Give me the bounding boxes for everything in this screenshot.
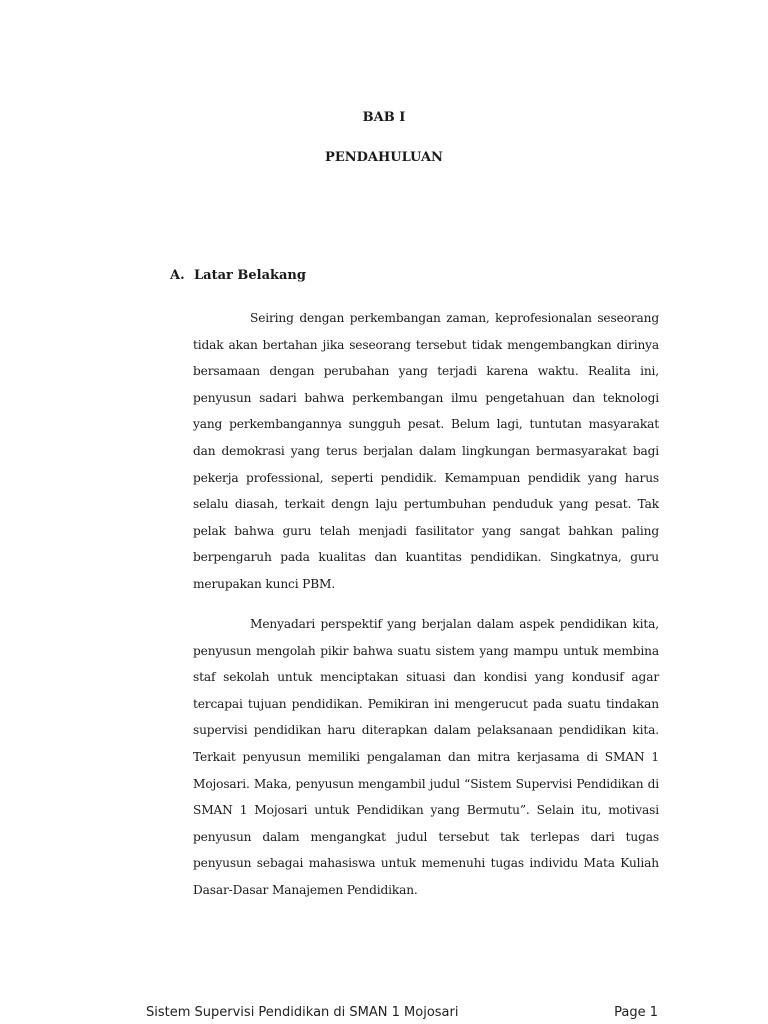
section-number: A.	[170, 268, 185, 283]
footer-page-number: Page 1	[614, 1005, 658, 1020]
chapter-number: BAB I	[362, 110, 406, 125]
footer-document-title: Sistem Supervisi Pendidikan di SMAN 1 Mojosari	[146, 1005, 459, 1020]
section-heading	[170, 268, 306, 283]
section-title: Latar Belakang	[194, 268, 306, 283]
body-paragraph-1: Seiring dengan perkembangan zaman, keprofesionalan seseorang tidak akan bertahan jika seseorang tersebut tidak mengembangkan dirinya bersamaan dengan perubahan yang terjadi karena waktu. Realita ini, penyusun sadari bahwa perkembangan ilmu pengetahuan dan teknologi yang perkembangannya sungguh pesat. Belum lagi, tuntutan masyarakat dan demokrasi yang terus berjalan dalam lingkungan bermasyarakat bagi pekerja professional, seperti pendidik. Kemampuan pendidik yang harus selalu diasah, terkait dengn laju pertumbuhan penduduk yang pesat. Tak pelak bahwa guru telah menjadi fasilitator yang sangat bahkan paling berpengaruh pada kualitas dan kuantitas pendidikan. Singkatnya, guru merupakan kunci PBM.	[193, 311, 659, 591]
chapter-title: PENDAHULUAN	[325, 150, 443, 165]
body-paragraph-2: Menyadari perspektif yang berjalan dalam aspek pendidikan kita, penyusun mengolah pikir bahwa suatu sistem yang mampu untuk membina staf sekolah untuk menciptakan situasi dan kondisi yang kondusif agar tercapai tujuan pendidikan. Pemikiran ini mengerucut pada suatu tindakan supervisi pendidikan haru diterapkan dalam pelaksanaan pendidikan kita. Terkait penyusun memiliki pengalaman dan mitra kerjasama di SMAN 1 Mojosari. Maka, penyusun mengambil judul “Sistem Supervisi Pendidikan di SMAN 1 Mojosari untuk Pendidikan yang Bermutu”. Selain itu, motivasi penyusun dalam mengangkat judul tersebut tak terlepas dari tugas penyusun sebagai mahasiswa untuk memenuhi tugas individu Mata Kuliah Dasar-Dasar Manajemen Pendidikan.	[193, 617, 659, 897]
